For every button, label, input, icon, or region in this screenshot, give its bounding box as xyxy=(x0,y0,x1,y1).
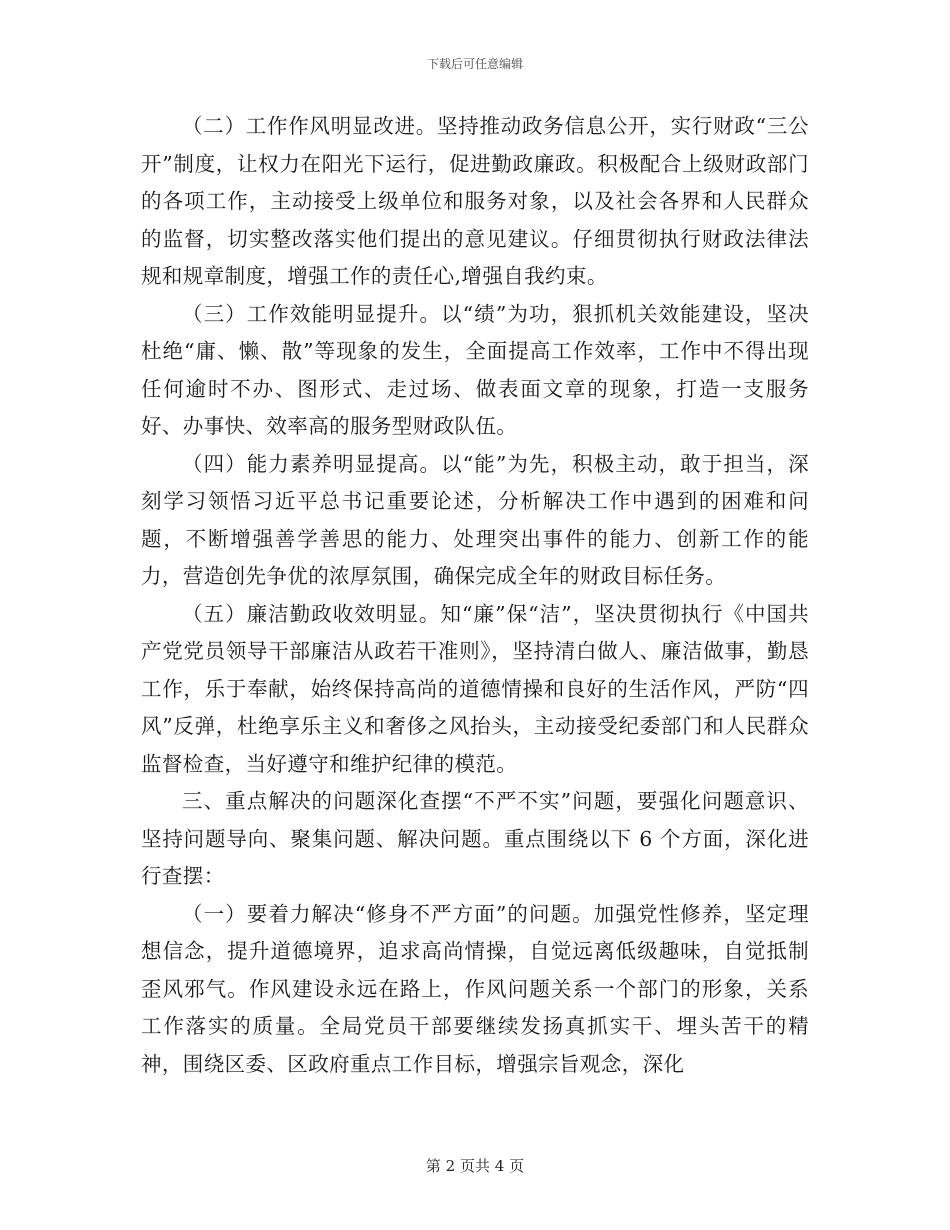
paragraph-work-efficiency: （三）工作效能明显提升。以“绩”为功，狠抓机关效能建设，坚决杜绝“庸、懒、散”等现象的发生，全面提高工作效率，工作中不得出现任何逾时不办、图形式、走过场、做表面文章的现象，打造一支服务好、办事快、效率高的服务型财政队伍。 xyxy=(141,301,809,438)
paragraph-section-three: 三、重点解决的问题深化查摆“不严不实”问题，要强化问题意识、坚持问题导向、聚集问题、解决问题。重点围绕以下 6 个方面，深化进行查摆： xyxy=(141,789,809,888)
paragraph-work-style: （二）工作作风明显改进。坚持推动政务信息公开，实行财政“三公开”制度，让权力在阳光下运行，促进勤政廉政。积极配合上级财政部门的各项工作，主动接受上级单位和服务对象，以及社会各界和人民群众的监督，切实整改落实他们提出的意见建议。仔细贯彻执行财政法律法规和规章制度，增强工作的责任心,增强自我约束。 xyxy=(141,114,809,288)
paragraph-self-discipline: （一）要着力解决“修身不严方面”的问题。加强党性修养，坚定理想信念，提升道德境界，追求高尚情操，自觉远离低级趣味，自觉抵制歪风邪气。作风建设永远在路上，作风问题关系一个部门的形象，关系工作落实的质量。全局党员干部要继续发扬真抓实干、埋头苦干的精神，围绕区委、区政府重点工作目标，增强宗旨观念，深化 xyxy=(141,901,809,1076)
page-header-note: 下载后可任意编辑 xyxy=(426,57,523,71)
paragraph-ability: （四）能力素养明显提高。以“能”为先，积极主动，敢于担当，深刻学习领悟习近平总书记重要论述，分析解决工作中遇到的困难和问题，不断增强善学善思的能力、处理突出事件的能力、创新工作的能力，营造创先争优的浓厚氛围，确保完成全年的财政目标任务。 xyxy=(141,451,809,588)
document-body xyxy=(141,108,809,1083)
page-number: 第 2 页共 4 页 xyxy=(425,1157,525,1175)
paragraph-integrity: （五）廉洁勤政收效明显。知“廉”保“洁”，坚决贯彻执行《中国共产党党员领导干部廉洁从政若干准则》，坚持清白做人、廉洁做事，勤恳工作，乐于奉献，始终保持高尚的道德情操和良好的生活作风，严防“四风”反弹，杜绝享乐主义和奢侈之风抬头，主动接受纪委部门和人民群众监督检查，当好遵守和维护纪律的模范。 xyxy=(141,601,809,776)
